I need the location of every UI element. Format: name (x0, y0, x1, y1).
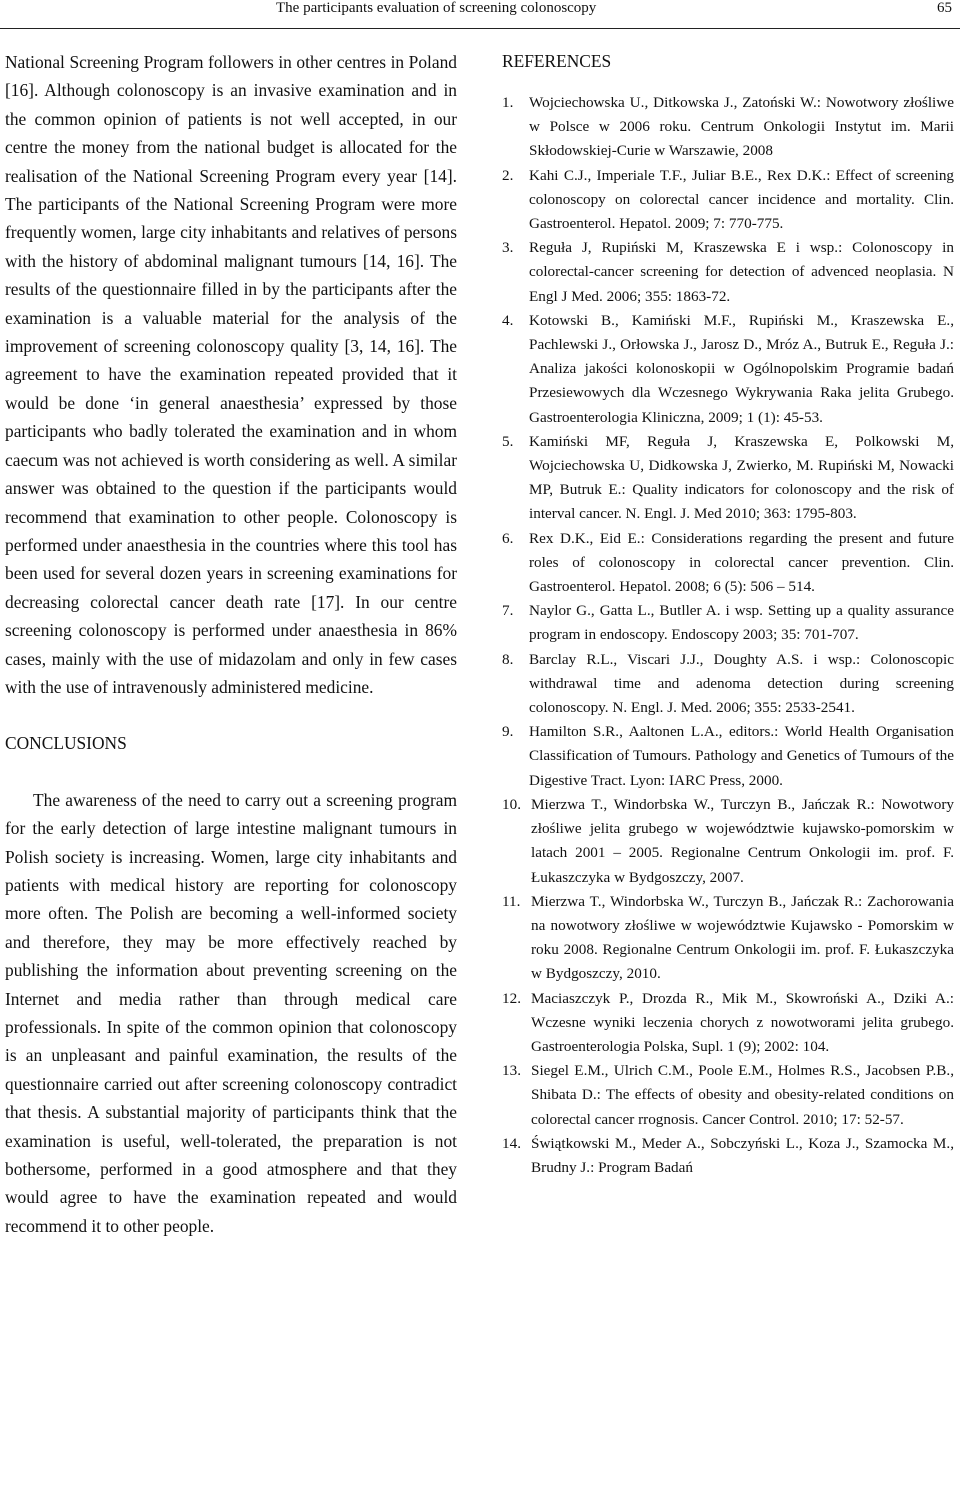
page-number: 65 (937, 0, 952, 16)
reference-number: 6. (502, 529, 514, 547)
reference-number: 12. (502, 989, 521, 1007)
reference-text: Wojciechowska U., Ditkowska J., Zatoński W.: Nowotwory złośliwe w Polsce w 2006 roku. Centrum Onkologii Instytut im. Marii Skłodowskiej-Curie w Warszawie, 2008 (529, 94, 954, 160)
reference-number: 3. (502, 239, 514, 257)
reference-number: 7. (502, 602, 514, 620)
running-title: The participants evaluation of screening colonoscopy (276, 0, 597, 16)
reference-item (502, 648, 954, 721)
reference-number: 9. (502, 723, 514, 741)
conclusions-heading: CONCLUSIONS (5, 733, 127, 754)
right-column (502, 48, 954, 1180)
reference-item (502, 164, 954, 237)
reference-number: 2. (502, 166, 514, 184)
reference-item (502, 890, 954, 987)
reference-number: 4. (502, 311, 514, 329)
reference-item (502, 1132, 954, 1180)
body-paragraph: National Screening Program followers in other centres in Poland [16]. Although colonoscopy is an invasive examination and in the common opinion of patients is not well accepted, in our centre the money from the national budget is allocated for the realisation of the National Screening Program every year [14]. The participants of the National Screening Program were more frequently women, large city inhabitants and relatives of persons with the history of abdominal malignant tumours [14, 16]. The results of the questionnaire filled in by the participants after the examination is a valuable material for the analysis of the improvement of screening colonoscopy quality [3, 14, 16]. The agreement to have the examination repeated provided that it would be done ‘in general anaesthesia’ expressed by those participants who badly tolerated the examination and in whom caecum was not achieved is worth considering as well. A similar answer was obtained to the question if the participants would recommend that examination to other people. Colonoscopy is performed under anaesthesia in the countries where this tool has been used for several dozen years in screening examinations for decreasing colorectal cancer death rate [17]. In our centre screening colonoscopy is performed under anaesthesia in 86% cases, mainly with the use of midazolam and only in few cases with the use of intravenously administered medicine. (5, 52, 457, 697)
reference-text: Mierzwa T., Windorbska W., Turczyn B., Jańczak R.: Nowotwory złośliwe jelita grubego w województwie kujawsko-pomorskim w latach 2001 – 2005. Regionalne Centrum Onkologii im. prof. F. Łukaszczyka w Bydgoszczy, 2007. (531, 795, 954, 886)
reference-text: Rex D.K., Eid E.: Considerations regarding the present and future roles of colonoscopy in colorectal cancer prevention. Clin. Gastroenterol. Hepatol. 2008; 6 (5): 506 – 514. (529, 529, 954, 596)
reference-text: Hamilton S.R., Aaltonen L.A., editors.: World Health Organisation Classification of Tumours. Pathology and Genetics of Tumours of the Digestive Tract. Lyon: IARC Press, 2000. (529, 723, 954, 789)
reference-text: Kahi C.J., Imperiale T.F., Juliar B.E., Rex D.K.: Effect of screening colonoscopy on colorectal cancer incidence and mortality. Clin. Gastroenterol. Hepatol. 2009; 7: 770-775. (529, 166, 954, 233)
reference-item (502, 527, 954, 600)
reference-text: Mierzwa T., Windorbska W., Turczyn B., Jańczak R.: Zachorowania na nowotwory złośliwe w województwie Kujawsko - Pomorskim w roku 2008. Regionalne Centrum Onkologii im. prof. F. Łukaszczyka w Bydgoszczy, 2010. (531, 892, 954, 983)
reference-number: 10. (502, 795, 521, 813)
reference-item (502, 987, 954, 1060)
reference-text: Reguła J, Rupiński M, Kraszewska E i wsp.: Colonoscopy in colorectal-cancer screening for detection of advenced neoplasia. N Engl J Med. 2006; 355: 1863-72. (529, 239, 954, 305)
reference-text: Naylor G., Gatta L., Butller A. i wsp. Setting up a quality assurance program in endoscopy. Endoscopy 2003; 35: 701-707. (529, 602, 954, 644)
reference-text: Świątkowski M., Meder A., Sobczyński L., Koza J., Szamocka M., Brudny J.: Program Badań (531, 1134, 954, 1176)
reference-item (502, 430, 954, 527)
reference-number: 1. (502, 94, 514, 111)
reference-number: 11. (502, 892, 521, 910)
reference-text: Kamiński MF, Reguła J, Kraszewska E, Polkowski M, Wojciechowska U, Didkowska J, Zwierko, M. Rupiński M, Nowacki MP, Butruk E.: Quality indicators for colonoscopy and the risk of interval cancer. N. Engl. J. Med 2010; 363: 1795-803. (529, 432, 954, 523)
references-heading: REFERENCES (502, 51, 612, 71)
reference-text: Kotowski B., Kamiński M.F., Rupiński M., Kraszewska E., Pachlewski J., Orłowska J., Jarosz D., Mróz A., Butruk E., Reguła J.: Analiza jakości kolonoskopii w Ogólnopolskim Programie badań Przesiewowych dla Wczesnego Wykrywania Raka jelita Grubego. Gastroenterologia Kliniczna, 2009; 1 (1): 45-53. (529, 311, 954, 426)
reference-number: 13. (502, 1062, 521, 1080)
conclusions-paragraph: The awareness of the need to carry out a screening program for the early detection of large intestine malignant tumours in Polish society is increasing. Women, large city inhabitants and patients with medical history are reporting for colonoscopy more often. The Polish are becoming a well-informed society and therefore, they may be more effectively reached by publishing the information about preventing screening on the Internet and media rather than through medical care professionals. In spite of the common opinion that colonoscopy is an unpleasant and painful examination, the results of the questionnaire carried out after screening colonoscopy contradict that thesis. A substantial majority of participants think that the examination is useful, well-tolerated, the preparation is not bothersome, performed in a good atmosphere and that they would agree to have the examination repeated and would recommend it to other people. (5, 789, 457, 1236)
reference-number: 14. (502, 1134, 521, 1152)
reference-item (502, 720, 954, 793)
reference-item (502, 91, 954, 164)
reference-item (502, 599, 954, 647)
reference-text: Siegel E.M., Ulrich C.M., Poole E.M., Holmes R.S., Jacobsen P.B., Shibata D.: The effects of obesity and obesity-related conditions on colorectal cancer rrognosis. Cancer Control. 2010; 17: 52-57. (531, 1062, 954, 1128)
reference-text: Barclay R.L., Viscari J.J., Doughty A.S. i wsp.: Colonoscopic withdrawal time and adenoma detection during screening colonoscopy. N. Engl. J. Med. 2006; 355: 2533-2541. (529, 650, 954, 717)
reference-item (502, 793, 954, 890)
reference-item (502, 236, 954, 309)
reference-number: 5. (502, 432, 514, 450)
left-column (5, 48, 457, 1240)
reference-text: Maciaszczyk P., Drozda R., Mik M., Skowroński A., Dziki A.: Wczesne wyniki leczenia chorych z nowotworami jelita grubego. Gastroenterologia Polska, Supl. 1 (9); 2002: 104. (531, 989, 954, 1055)
references-list (502, 91, 954, 1180)
reference-item (502, 1059, 954, 1132)
running-header (0, 0, 960, 29)
reference-number: 8. (502, 650, 514, 668)
reference-item (502, 309, 954, 430)
